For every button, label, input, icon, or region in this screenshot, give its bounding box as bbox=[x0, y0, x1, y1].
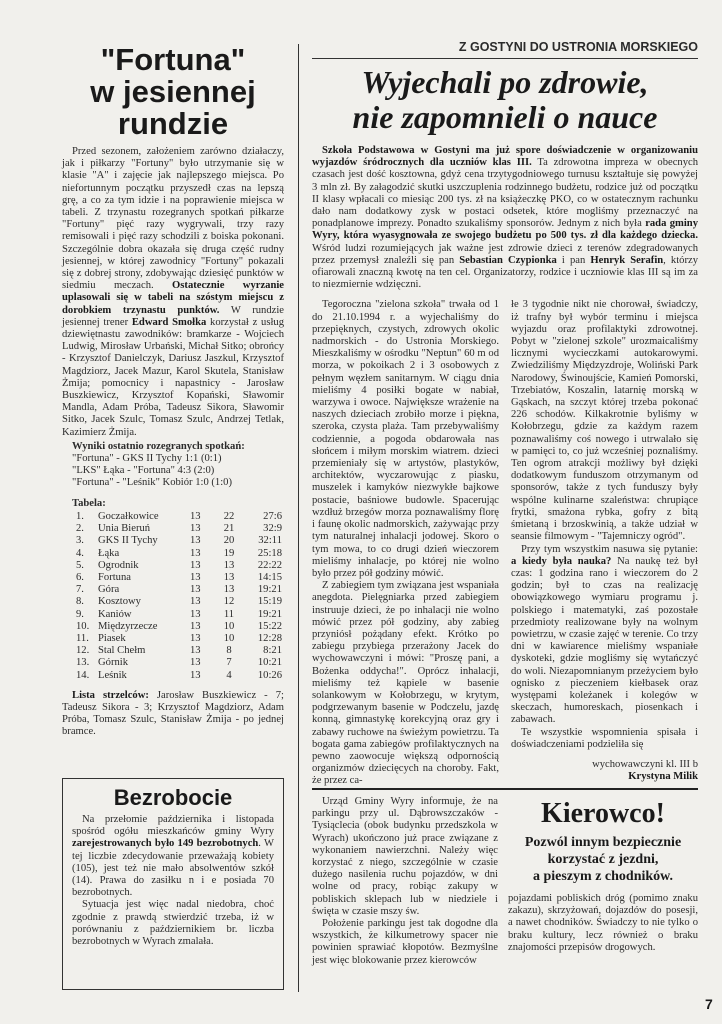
column-divider bbox=[298, 44, 299, 992]
league-table-row bbox=[76, 621, 282, 633]
table-position: 7. bbox=[76, 584, 84, 596]
table-matches: 13 bbox=[190, 535, 201, 547]
wyjechali-text-2: Na naukę też był czas: 1 godzina rano i wieczorem do 2 godzin; był to czas na realizację obowiązkowego wymiaru programu j. polskiego i matematyki, zaś pozostałe przedmioty realizowane były na wolnym powietrzu, w czasie zajęć w terenie. Co trzy dni w kawiarence mieliśmy wspaniałe dyskoteki, gdzie mogliśmy się wytańczyć do woli. Niezapomnianym przeżyciem było ognisko z pieczeniem kiełbasek oraz występami koleżanek i kolegów w skeczach, humoreskach, piosenkach i zabawach. bbox=[511, 555, 698, 726]
table-matches: 13 bbox=[190, 547, 201, 559]
league-table-row bbox=[76, 584, 282, 596]
bezrobocie-headline: Bezrobocie bbox=[113, 785, 233, 810]
author-role: wychowawczyni kl. III b bbox=[592, 758, 698, 770]
article-urzad-gminy bbox=[312, 796, 498, 967]
table-goals: 10:21 bbox=[257, 657, 282, 669]
fortuna-headline-line3: rundzie bbox=[117, 106, 229, 141]
table-points: 10 bbox=[223, 620, 235, 632]
table-team: Fortuna bbox=[98, 571, 131, 583]
scorers-text: Jarosław Buszkiewicz - 7; Tadeusz Sikora - 3; Krzysztof Magdziorz, Adam Próba, Tomasz Szulc, Stanisław Żmija - po jednej bramce. bbox=[62, 689, 284, 738]
author-name: Krystyna Milik bbox=[628, 771, 698, 783]
league-table-row bbox=[76, 535, 282, 547]
kierowco-paragraph: pojazdami pobliskich dróg (pomimo znaku zakazu), skrzyżowań, dojazdów do posesji, a nawet chodników. Świadczy to nie tylko o braku kultury, lecz również o braku znajomości przepisów drogowych. bbox=[508, 893, 698, 953]
table-team: Międzyrzecze bbox=[98, 620, 158, 632]
table-team: Kosztowy bbox=[98, 596, 141, 608]
wyjechali-text: Przy tym wszystkim nasuwa się pytanie: bbox=[521, 543, 698, 555]
table-team: Górnik bbox=[98, 657, 129, 669]
table-position: 10. bbox=[76, 620, 90, 632]
table-points: 21 bbox=[223, 523, 235, 535]
league-table-row bbox=[76, 523, 282, 535]
table-position: 5. bbox=[76, 559, 84, 571]
wyjechali-paragraph: Z zabiegiem tym związana jest wspaniała anegdota. Pielęgniarka przed zabiegiem instruuje dzieci, że po inhalacji nie wolno mówić przez pół godziny, aby zabieg przyniósł pożądany efekt. Krótko po zabiegu przybiega przerażony Jacek do wychowawczyni i mówi: "Proszę pani, a Bożenka oddycha!". Oprócz inhalacji, mieliśmy też kąpiele w basenie solankowym w Kołobrzegu, w krytym, podgrzewanym basenie w Podczelu, jazdę konną, gimnastykę korekcyjną oraz gry i zabawy ruchowe na świeżym powietrzu. Ta bogata gama zabiegów profilaktycznych na pewno zaowocuje większą odpornością organizmów dziecięcych na choroby. Fakt, że przez ca- bbox=[312, 580, 499, 787]
table-position: 9. bbox=[76, 608, 84, 620]
table-goals: 32:9 bbox=[263, 523, 282, 535]
wyjechali-paragraph: Tegoroczna "zielona szkoła" trwała od 1 do 21.10.1994 r. a wyjechaliśmy do przepięknych, czystych, zdrowych okolic nadmorskich - do Ustronia Morskiego. Mieszkaliśmy w ośrodku "Neptun" 60 m od morza, w pokoikach 2 i 3 osobowych z pełnym węzłem sanitarnym. W ciągu dnia mieliśmy 4 posiłki bogate w nabiał, warzywa i owoce. Największe wrażenie na naszych dzieciach zrobiło morze i piękna, szeroka, czysta plaża. Tam przebywaliśmy codziennie, a pogoda obdarowała nas słońcem i miłym morskim wiatrem. dzieci przemieniały się w artystów, plastyków, architektów, wyczarowując z piasku, muszelek i kamyków niezwykłe bajkowe postacie, baśniowe budowle. Spacerując wzdłuż brzegów morza poznawaliśmy florę i faunę okolic nadmorskich, zażywając przy tym naturalnej inhalacji jodowej. Skoro o tym mowa, to co drugi dzień wieczorem mieliśmy inhalacje, po której nie wolno było przez pół godziny mówić. bbox=[312, 299, 499, 579]
bezrobocie-text: Na przełomie października i listopada spośród ogółu mieszkańców gminy Wyry bbox=[72, 814, 274, 838]
league-table-row bbox=[76, 657, 282, 669]
author-signature bbox=[511, 759, 698, 783]
bezrobocie-paragraph-1 bbox=[72, 814, 274, 899]
table-team: Kaniów bbox=[98, 608, 132, 620]
lead-text-2: Wśród ludzi rozumiejących jak ważne jest zdrowie dzieci z terenów zdegradowanych przez przemysł znaleźli się pan bbox=[312, 242, 698, 266]
table-matches: 13 bbox=[190, 584, 201, 596]
table-position: 1. bbox=[76, 510, 84, 522]
table-matches: 13 bbox=[190, 657, 201, 669]
urzad-paragraph-2: Położenie parkingu jest tak dogodne dla wszystkich, że kilkumetrowy spacer nie powinien sprawiać kłopotów. Bezmyślne jest więc blokowanie przez kierowców bbox=[312, 918, 498, 966]
coach-name: Edward Smołka bbox=[131, 316, 207, 328]
table-position: 6. bbox=[76, 571, 84, 583]
result-line: "Fortuna" - "Leśnik" Kobiór 1:0 (1:0) bbox=[72, 477, 232, 489]
bezrobocie-highlight: zarejestrowanych było 149 bezrobotnych bbox=[72, 838, 259, 850]
table-goals: 10:26 bbox=[257, 669, 282, 681]
table-points: 13 bbox=[223, 571, 235, 583]
table-position: 13. bbox=[76, 657, 90, 669]
table-matches: 13 bbox=[190, 571, 201, 583]
table-goals: 15:19 bbox=[257, 596, 282, 608]
table-matches: 13 bbox=[190, 523, 201, 535]
table-matches: 13 bbox=[190, 510, 201, 522]
table-goals: 8:21 bbox=[263, 645, 282, 657]
table-position: 4. bbox=[76, 547, 84, 559]
wyjechali-columns bbox=[312, 299, 698, 787]
table-goals: 32:11 bbox=[258, 535, 282, 547]
table-points: 13 bbox=[223, 559, 235, 571]
fortuna-headline-line1: "Fortuna" bbox=[100, 42, 246, 77]
table-points: 4 bbox=[226, 669, 232, 681]
table-matches: 13 bbox=[190, 608, 201, 620]
table-position: 11. bbox=[76, 632, 89, 644]
league-table-row bbox=[76, 670, 282, 682]
table-matches: 13 bbox=[190, 669, 201, 681]
scorers bbox=[62, 690, 284, 739]
table-goals: 27:6 bbox=[263, 510, 282, 522]
fortuna-body bbox=[62, 146, 284, 439]
lead-bold-2: rada gminy Wyry, która wyasygnowała ze swojego budżetu po 500 tys. zł dla każdego dziecka. bbox=[312, 218, 698, 242]
table-goals: 15:22 bbox=[257, 620, 282, 632]
wyjechali-headline-line1: Wyjechali po zdrowie, bbox=[361, 64, 649, 100]
table-position: 14. bbox=[76, 669, 90, 681]
table-goals: 25:18 bbox=[257, 547, 282, 559]
kierowco-headline: Kierowco! bbox=[541, 798, 665, 829]
league-table-row bbox=[76, 572, 282, 584]
fortuna-squad-list: korzystał z usług dziewiętnastu zawodników: bramkarze - Wojciech Ludwig, Mirosław Urbański, Michał Sitko; obrońcy - Krzysztof Danielczyk, Dariusz Jaszkul, Krzysztof Magdziorz, Jacek Mazur, Karol Skutela, Stanisław Żmija; pomocnicy i napastnicy - Jarosław Buszkiewicz, Krzysztof Kopański, Sławomir Mandla, Adam Próba, Tadeusz Sikora, Sławomir Sitko, Jacek Szulc, Tomasz Szulc, Andrzej Tetlak, Kazimierz Żmija. bbox=[62, 316, 285, 438]
league-table-row bbox=[76, 511, 282, 523]
league-table-row bbox=[76, 633, 282, 645]
sponsor-name: Sebastian Czypionka bbox=[459, 254, 557, 266]
result-line: "LKS" Łąka - "Fortuna" 4:3 (2:0) bbox=[72, 465, 215, 477]
table-matches: 13 bbox=[190, 596, 201, 608]
table-points: 22 bbox=[223, 510, 235, 522]
wyjechali-lead bbox=[312, 145, 698, 291]
scorers-label: Lista strzelców: bbox=[72, 689, 149, 701]
league-table bbox=[76, 511, 282, 682]
fortuna-standing-highlight: Ostatecznie wyrzanie uplasowali się w tabeli na szóstym miejscu z dorobkiem trzynastu punktów. bbox=[62, 280, 284, 316]
page-number: 7 bbox=[705, 996, 713, 1012]
table-team: Goczałkowice bbox=[98, 510, 159, 522]
table-position: 3. bbox=[76, 535, 84, 547]
kierowco-subheadline bbox=[508, 834, 698, 885]
lead-bold-1: Szkoła Podstawowa w Gostyni ma już spore doświadczenie w organizowaniu wyjazdów śródrocznych dla uczniów klas III. bbox=[312, 145, 698, 169]
table-team: Unia Bieruń bbox=[98, 523, 151, 535]
table-goals: 19:21 bbox=[257, 608, 282, 620]
fortuna-headline bbox=[62, 44, 284, 140]
league-table-row bbox=[76, 560, 282, 572]
table-points: 11 bbox=[223, 608, 235, 620]
wyjechali-headline-line2: nie zapomnieli o nauce bbox=[352, 99, 658, 135]
table-position: 8. bbox=[76, 596, 84, 608]
kierowco-sub-line3: a pieszym z chodników. bbox=[532, 869, 673, 884]
lead-text-4: , którzy ofiarowali znaczną kwotę na ten cel. Organizatorzy, rodzice i uczniowie klas III są im za to niezmiernie wdzięczni. bbox=[312, 254, 698, 291]
fortuna-body-text: Przed sezonem, założeniem zarówno działaczy, jak i piłkarzy "Fortuny" było utrzymanie się w klasie "A" i zajęcie jak najlepszego miejsca. Po niefortunnym początku przyszedł czas na lepszą grę, a co za tym idzie i na poprawienie miejsca w tabeli. Z trzynastu rozegranych spotkań piłkarze "Fortuny" pięć razy wygrywali, trzy razy remisowali i pięć razy schodzili z boiska pokonani. Szczególnie dobra okazała się druga część rudny jesiennej, w której zawodnicy "Fortuny" pokazali się z dobrej strony, zdobywając dziesięć punktów w siedmiu meczach. bbox=[62, 146, 284, 292]
table-points: 20 bbox=[223, 535, 235, 547]
kierowco-sub-line1: Pozwól innym bezpiecznie bbox=[524, 835, 682, 850]
league-table-row bbox=[76, 609, 282, 621]
table-points: 13 bbox=[223, 584, 235, 596]
table-team: Łąka bbox=[98, 547, 120, 559]
table-goals: 19:21 bbox=[257, 584, 282, 596]
league-table-row bbox=[76, 645, 282, 657]
fortuna-body-text-2: W rundzie jesiennej trener bbox=[62, 304, 284, 328]
wyjechali-question: a kiedy była nauka? bbox=[511, 555, 612, 567]
wyjechali-paragraph: Te wszystkie wspomnienia spisała i doświadczeniami podzieliła się bbox=[511, 726, 698, 750]
table-team: Leśnik bbox=[98, 669, 127, 681]
article-fortuna bbox=[62, 44, 284, 739]
section-divider bbox=[312, 788, 698, 790]
table-points: 7 bbox=[226, 657, 232, 669]
sponsor-name: Henryk Serafin bbox=[590, 254, 664, 266]
table-matches: 13 bbox=[190, 645, 201, 657]
result-line: "Fortuna" - GKS II Tychy 1:1 (0:1) bbox=[72, 453, 222, 465]
league-table-row bbox=[76, 548, 282, 560]
table-position: 12. bbox=[76, 645, 90, 657]
table-team: Ogrodnik bbox=[98, 559, 139, 571]
table-points: 12 bbox=[223, 596, 235, 608]
recent-results-heading: Wyniki ostatnio rozegranych spotkań: bbox=[72, 440, 245, 452]
wyjechali-headline bbox=[312, 65, 698, 135]
table-matches: 13 bbox=[190, 559, 201, 571]
lead-text: Ta zdrowotna impreza w obecnych czasach jest dość kosztowna, gdyż cena trzytygodniowego turnusu kształtuje się powyżej 3 mln zł. By załagodzić skutki uszczuplenia rodzinnego budżetu, rodzice już od początku II klasy wpłacali co miesiąc 200 tys. zł na książeczkę PKO, co w ostatecznym rachunku dało nam dodatkowy zysk w postaci odsetek, które mogliśmy przeznaczyć na ponadplanowe imprezy. Ponadto szukaliśmy sponsorów. Jednym z nich była bbox=[312, 157, 698, 230]
wyjechali-paragraph: łe 3 tygodnie nikt nie chorował, świadczy, iż trafny był wybór terminu i miejsca wyjazdu oraz profilaktyki zdrowotnej. Pobyt w "zielonej szkole" urozmaicaliśmy licznymi wycieczkami autokarowymi. Zwiedziliśmy Międzyzdroje, Woliński Park Narodowy, Świnoujście, Kamień Pomorski, Trzebiatów, Koszalin, latarnię morską w Gąskach, na szczyt której trzeba pokonać 226 schodów. Kilkakrotnie byliśmy w Kołobrzegu, gdzie za każdym razem poznawaliśmy coś nowego i utrwalało się w pamięci to, co już wcześniej poznaliśmy. Ten ogrom atrakcji możliwy był dzięki dodatkowym funduszom otrzymanym od sponsorów, także z tych funduszy były wspólne kulinarne szaleństwa: chrupiące frytki, smażona rybka, gofry z bitą śmietaną i brzoskwinią, a także udział w seansie filmowym - "Tajemniczy ogród". bbox=[511, 299, 698, 543]
article-kierowco bbox=[508, 794, 698, 954]
wyjechali-column-1 bbox=[312, 299, 499, 787]
table-goals: 12:28 bbox=[257, 632, 282, 644]
wyjechali-paragraph bbox=[511, 544, 698, 727]
article-bezrobocie bbox=[62, 778, 284, 990]
bezrobocie-paragraph-2: Sytuacja jest więc nadal niedobra, choć zgodnie z prawdą stwierdzić trzeba, iż w porównaniu z październikiem br. liczba bezrobotnych w Wyrach zmalała. bbox=[72, 899, 274, 948]
table-team: Piasek bbox=[98, 632, 126, 644]
table-team: GKS II Tychy bbox=[98, 535, 158, 547]
fortuna-headline-line2: w jesiennej bbox=[90, 74, 256, 109]
table-points: 8 bbox=[226, 645, 232, 657]
article-kicker: Z GOSTYNI DO USTRONIA MORSKIEGO bbox=[312, 40, 698, 59]
table-matches: 13 bbox=[190, 620, 201, 632]
table-matches: 13 bbox=[190, 632, 201, 644]
table-goals: 14:15 bbox=[257, 571, 282, 583]
bezrobocie-text-2: . W tej liczbie zdecydowanie przeważają kobiety (105), jest też nie mało absolwentów szkół (14). Prawa do zasiłku n i e posiada 70 bezrobotnych. bbox=[72, 838, 274, 899]
recent-results bbox=[72, 441, 284, 490]
league-table-label: Tabela: bbox=[72, 497, 106, 509]
urzad-paragraph-1: Urząd Gminy Wyry informuje, że na parkingu przy ul. Dąbrowszczaków - Tysiąclecia (obok budynku przedszkola w Wyrach) ukończono już prace związane z wykonaniem nawierzchni. Należy więc korzystać z niego, szczególnie w czasie dużego nasilenia ruchu pojazdów, w dni wolne od pracy, robiąc zakupy w pobliskich sklepach lub w niedziele i święta w czasie mszy św. bbox=[312, 796, 498, 917]
table-position: 2. bbox=[76, 523, 84, 535]
kierowco-sub-line2: korzystać z jezdni, bbox=[547, 852, 659, 867]
table-team: Góra bbox=[98, 584, 120, 596]
wyjechali-column-2 bbox=[511, 299, 698, 787]
article-wyjechali bbox=[312, 40, 698, 788]
table-team: Stal Chełm bbox=[98, 645, 146, 657]
table-points: 19 bbox=[223, 547, 235, 559]
lead-text-3: i pan bbox=[556, 254, 591, 266]
table-goals: 22:22 bbox=[257, 559, 282, 571]
league-table-row bbox=[76, 596, 282, 608]
table-points: 10 bbox=[223, 632, 235, 644]
